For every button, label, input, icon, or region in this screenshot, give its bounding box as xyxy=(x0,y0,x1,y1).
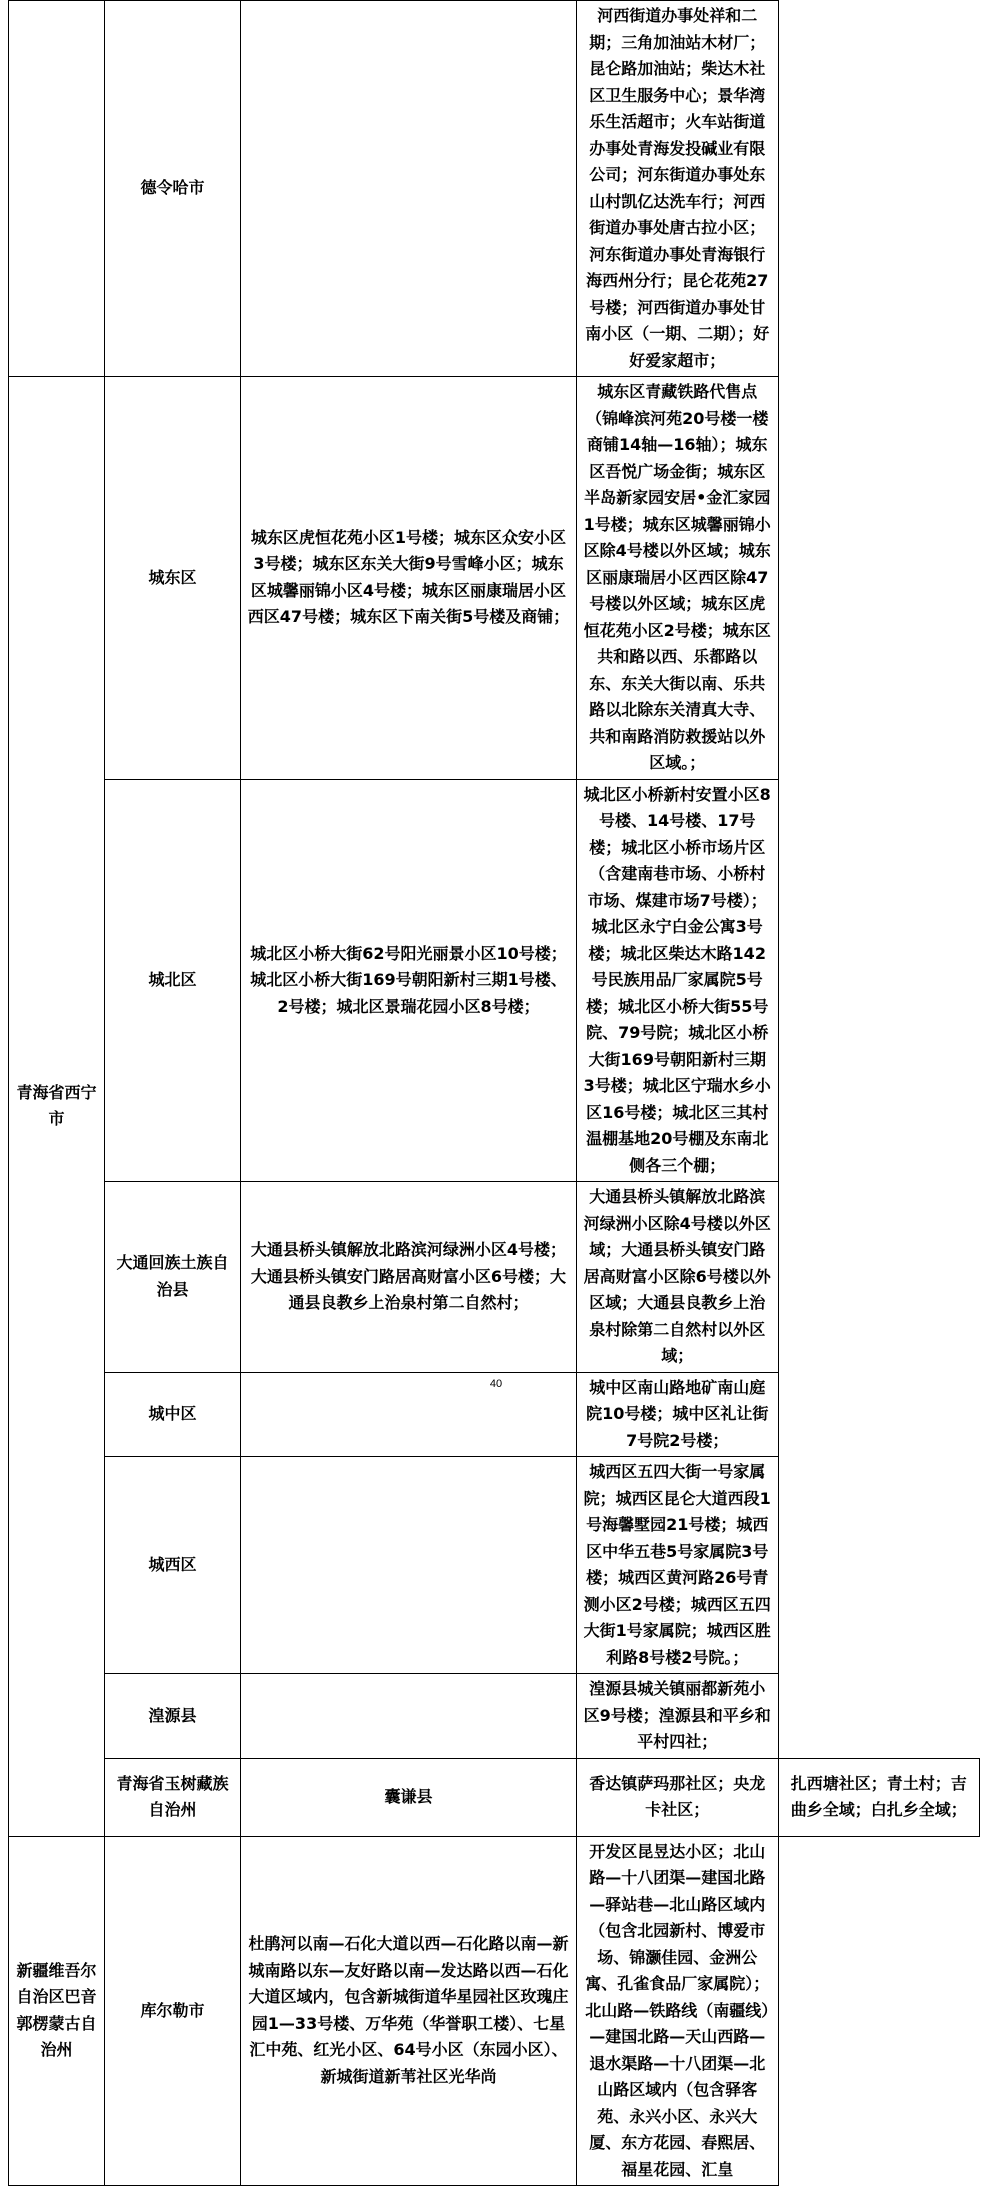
region-cell: 青海省西宁市 xyxy=(9,377,105,1837)
table-row xyxy=(9,1182,980,1373)
medium-risk-cell: 开发区昆昱达小区；北山路—十八团渠—建国北路—驿站巷—北山路区域内（包含北园新村、博爱市场、锦灏佳园、金洲公寓、孔雀食品厂家属院）；北山路—铁路线（南疆线）—建国北路—天山西路—退水渠路—十八团渠—北山路区域内（包含驿客苑、永兴小区、永兴大厦、东方花园、春熙居、福星花园、汇皇 xyxy=(577,1836,779,2186)
region-cell: 新疆维吾尔自治区巴音郭楞蒙古自治州 xyxy=(9,1836,105,2186)
district-cell: 城东区 xyxy=(105,377,241,780)
medium-risk-cell: 城东区青藏铁路代售点（锦峰滨河苑20号楼一楼商铺14轴—16轴）；城东区吾悦广场金街；城东区半岛新家园安居•金汇家园1号楼；城东区城馨丽锦小区除4号楼以外区域；城东区丽康瑞居小区西区除47号楼以外区域；城东区虎恒花苑小区2号楼；城东区共和路以西、乐都路以东、东关大街以南、乐共路以北除东关清真大寺、共和南路消防救援站以外区域。； xyxy=(577,377,779,780)
medium-risk-cell: 城中区南山路地矿南山庭院10号楼；城中区礼让街7号院2号楼； xyxy=(577,1372,779,1457)
high-risk-cell: 杜鹃河以南—石化大道以西—石化路以南—新城南路以东—友好路以南—发达路以西—石化大道区域内，包含新城街道华星园社区玫瑰庄园1—33号楼、万华苑（华誉职工楼）、七星汇中苑、红光小区、64号小区（东园小区）、新城街道新苇社区光华尚 xyxy=(241,1836,577,2186)
table-row xyxy=(9,377,980,780)
high-risk-cell: 大通县桥头镇解放北路滨河绿洲小区4号楼；大通县桥头镇安门路居高财富小区6号楼；大通县良教乡上治泉村第二自然村； xyxy=(241,1182,577,1373)
region-cell: 青海省玉树藏族自治州 xyxy=(105,1758,241,1836)
table-row xyxy=(9,1758,980,1836)
high-risk-cell xyxy=(241,1674,577,1759)
medium-risk-cell: 扎西塘社区；青土村；吉曲乡全域；白扎乡全域； xyxy=(778,1758,980,1836)
district-cell: 湟源县 xyxy=(105,1674,241,1759)
district-cell: 德令哈市 xyxy=(105,1,241,377)
page-number: 40 xyxy=(489,1378,503,1390)
table-row xyxy=(9,1836,980,2186)
district-cell: 城西区 xyxy=(105,1457,241,1674)
high-risk-cell xyxy=(241,1,577,377)
table-row xyxy=(9,1457,980,1674)
high-risk-cell: 城东区虎恒花苑小区1号楼；城东区众安小区3号楼；城东区东关大街9号雪峰小区；城东区城馨丽锦小区4号楼；城东区丽康瑞居小区西区47号楼；城东区下南关街5号楼及商铺； xyxy=(241,377,577,780)
district-cell: 大通回族土族自治县 xyxy=(105,1182,241,1373)
high-risk-cell: 城北区小桥大街62号阳光丽景小区10号楼；城北区小桥大街169号朝阳新村三期1号楼、2号楼；城北区景瑞花园小区8号楼； xyxy=(241,779,577,1182)
medium-risk-cell: 湟源县城关镇丽都新苑小区9号楼；湟源县和平乡和平村四社； xyxy=(577,1674,779,1759)
table-row xyxy=(9,1674,980,1759)
high-risk-cell xyxy=(241,1457,577,1674)
risk-area-table xyxy=(8,0,980,2186)
region-cell xyxy=(9,1,105,377)
medium-risk-cell: 城西区五四大街一号家属院；城西区昆仑大道西段1号海馨墅园21号楼；城西区中华五巷5号家属院3号楼；城西区黄河路26号青测小区2号楼；城西区五四大街1号家属院；城西区胜利路8号楼2号院。； xyxy=(577,1457,779,1674)
district-cell: 城中区 xyxy=(105,1372,241,1457)
table-row xyxy=(9,1,980,377)
table-row xyxy=(9,779,980,1182)
high-risk-cell: 香达镇萨玛那社区；央龙卡社区； xyxy=(577,1758,779,1836)
district-cell: 库尔勒市 xyxy=(105,1836,241,2186)
district-cell: 囊谦县 xyxy=(241,1758,577,1836)
medium-risk-cell: 大通县桥头镇解放北路滨河绿洲小区除4号楼以外区域；大通县桥头镇安门路居高财富小区除6号楼以外区域；大通县良教乡上治泉村除第二自然村以外区域； xyxy=(577,1182,779,1373)
district-cell: 城北区 xyxy=(105,779,241,1182)
medium-risk-cell: 河西街道办事处祥和二期；三角加油站木材厂；昆仑路加油站；柴达木社区卫生服务中心；景华湾乐生活超市；火车站街道办事处青海发投碱业有限公司；河东街道办事处东山村凯亿达洗车行；河西街道办事处唐古拉小区；河东街道办事处青海银行海西州分行；昆仑花苑27号楼；河西街道办事处甘南小区（一期、二期）；好好爱家超市； xyxy=(577,1,779,377)
medium-risk-cell: 城北区小桥新村安置小区8号楼、14号楼、17号楼；城北区小桥市场片区（含建南巷市场、小桥村市场、煤建市场7号楼）；城北区永宁白金公寓3号楼；城北区柴达木路142号民族用品厂家属院5号楼；城北区小桥大街55号院、79号院；城北区小桥大街169号朝阳新村三期3号楼；城北区宁瑞水乡小区16号楼；城北区三其村温棚基地20号棚及东南北侧各三个棚； xyxy=(577,779,779,1182)
